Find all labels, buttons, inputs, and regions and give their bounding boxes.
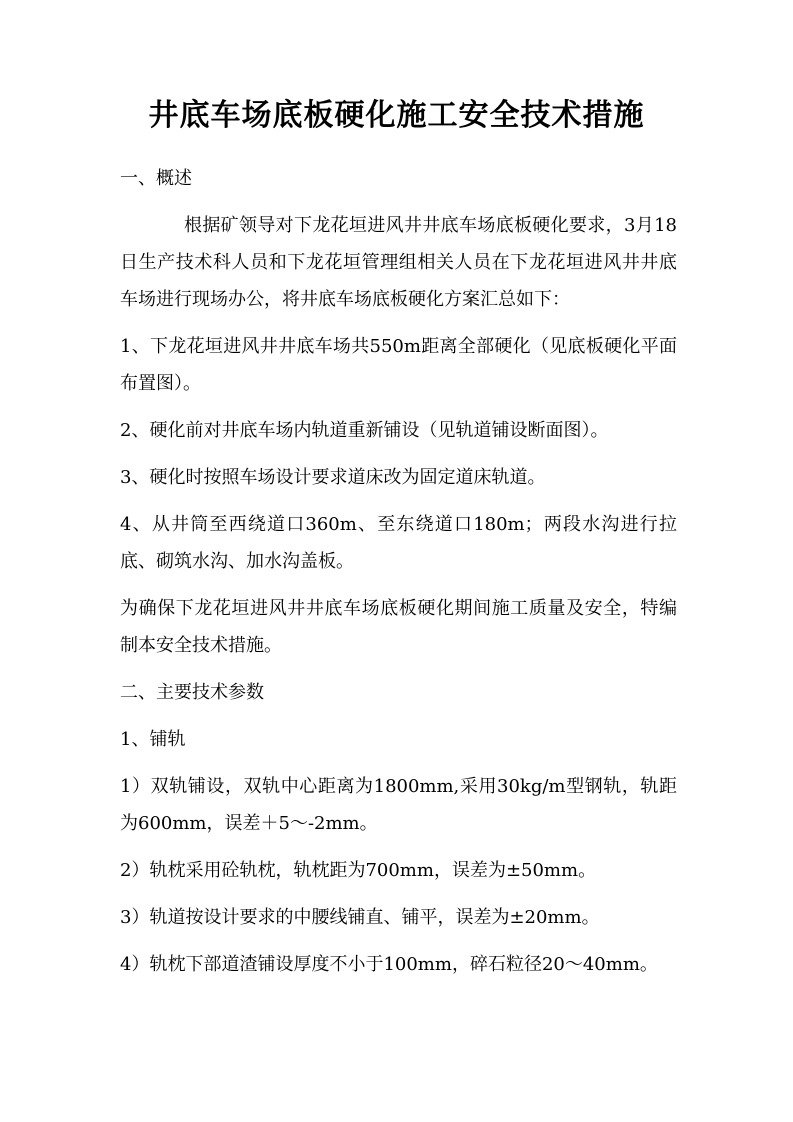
paragraph-intro: 根据矿领导对下龙花垣进风井井底车场底板硬化要求，3月18日生产技术科人员和下龙花垣管理组相关人员在下龙花垣进风井井底车场进行现场办公，将井底车场底板硬化方案汇总如下： [120,215,677,310]
list-item-4: 4、从井筒至西绕道口360m、至东绕道口180m；两段水沟进行拉底、砌筑水沟、加水沟盖板。 [120,514,677,572]
list-item-1: 1、下龙花垣进风井井底车场共550m距离全部硬化（见底板硬化平面布置图）。 [120,336,677,394]
section-heading-overview: 一、概述 [120,168,192,189]
document-body [120,160,677,993]
subheading-track: 1、铺轨 [120,729,186,750]
param-item-1: 1）双轨铺设，双轨中心距离为1800mm,采用30kg/m型钢轨，轨距为600mm，误差＋5～-2mm。 [120,776,677,834]
param-item-2: 2）轨枕采用砼轨枕，轨枕距为700mm，误差为±50mm。 [120,860,597,881]
section-heading-parameters: 二、主要技术参数 [120,682,264,703]
list-item-2: 2、硬化前对井底车场内轨道重新铺设（见轨道铺设断面图）。 [120,420,609,441]
list-item-3: 3、硬化时按照车场设计要求道床改为固定道床轨道。 [120,467,546,488]
param-item-3: 3）轨道按设计要求的中腰线铺直、铺平，误差为±20mm。 [120,907,600,928]
paragraph-purpose: 为确保下龙花垣进风井井底车场底板硬化期间施工质量及安全，特编制本安全技术措施。 [120,598,677,656]
param-item-4: 4）轨枕下部道渣铺设厚度不小于100mm，碎石粒径20～40mm。 [120,954,658,975]
document-title: 井底车场底板硬化施工安全技术措施 [148,98,645,133]
